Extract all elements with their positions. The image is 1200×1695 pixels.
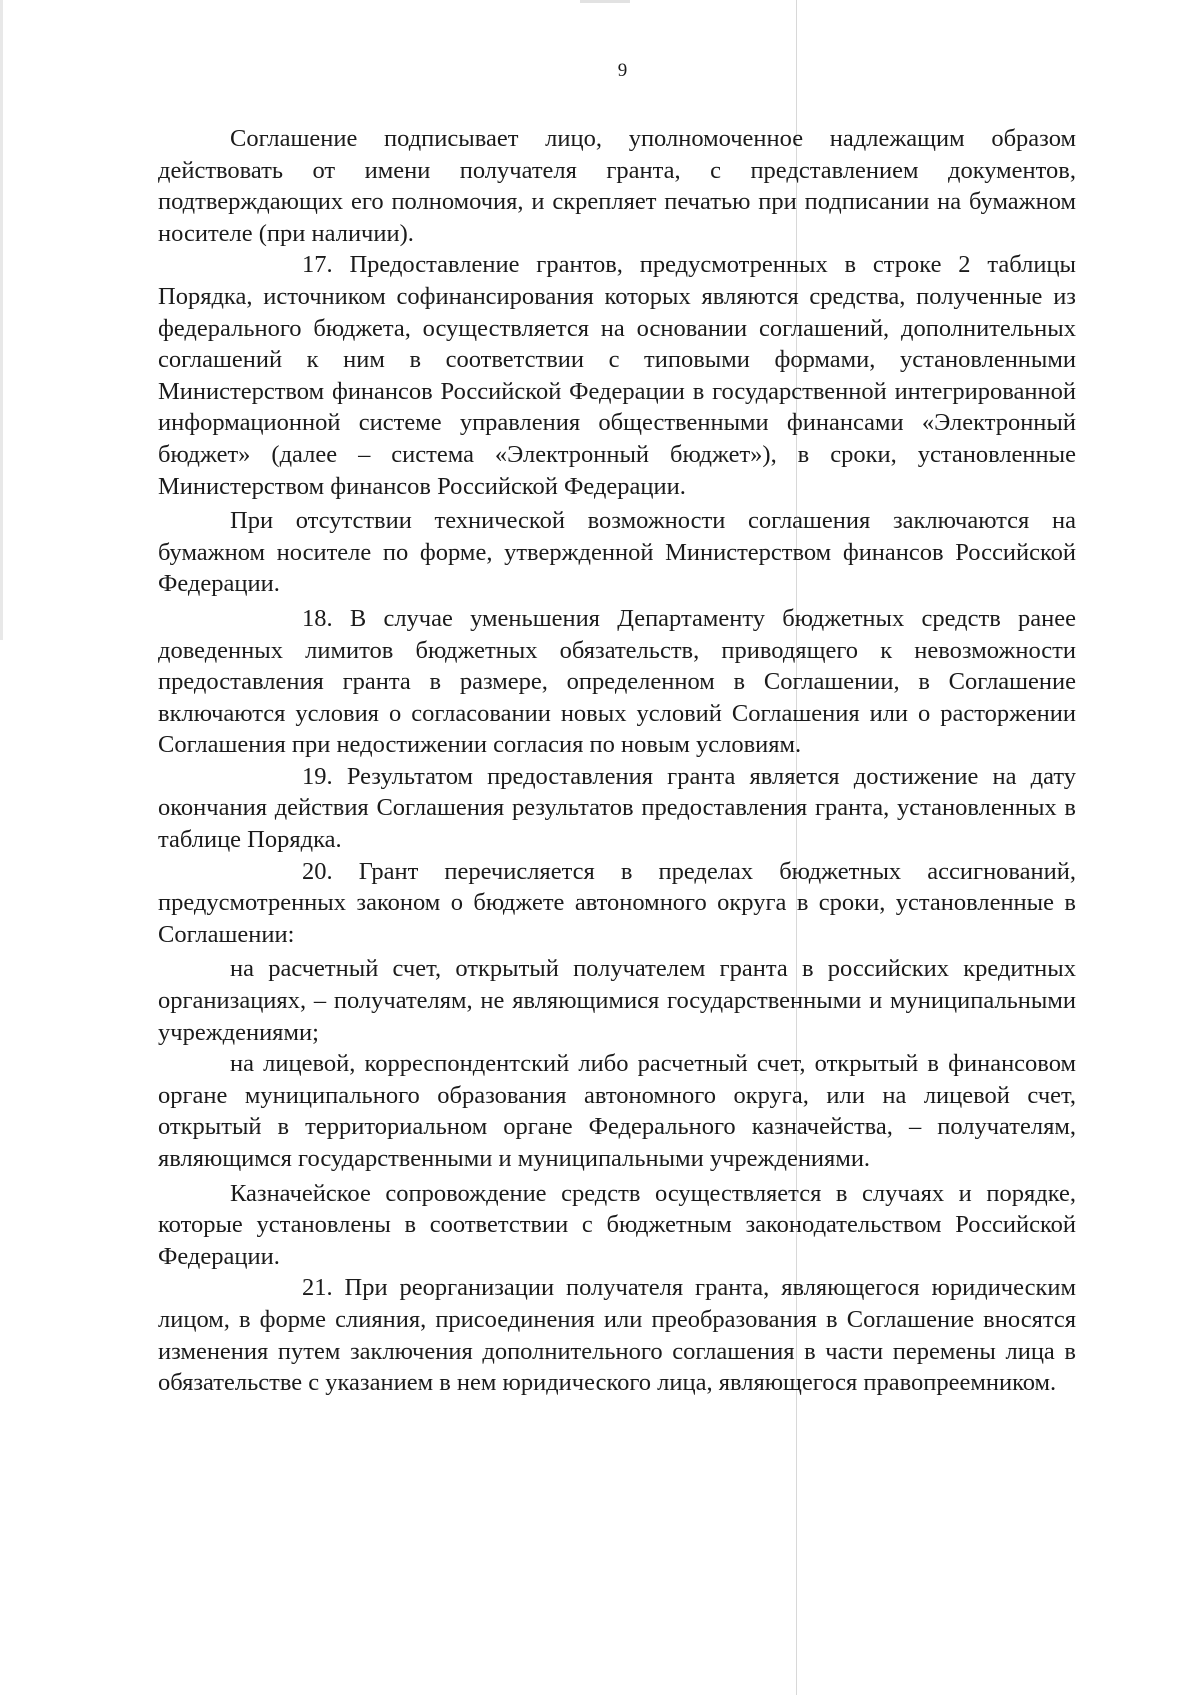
paragraph-text: Грант перечисляется в пределах бюджетных ассигнований, предусмотренных законом о бюджете автономного округа в сроки, установленные в Соглашении: [158,857,1077,948]
paragraph-number: 17. [302,251,333,279]
paragraph-signing [158,123,1076,249]
paragraph-text: При реорганизации получателя гранта, являющегося юридическим лицом, в форме слияния, присоединения или преобразования в Соглашение вносятся изменения путем заключения дополнительного соглашения в части перемены лица в обязательстве с указанием в нем юридического лица, являющегося правопреемником. [158,1274,1077,1397]
page-number: 9 [617,60,628,81]
paragraph-text: Казначейское сопровождение средств осуществляется в случаях и порядке, которые установлены в соответствии с бюджетным законодательством Российской Федерации. [158,1179,1076,1270]
paragraph-text: Соглашение подписывает лицо, уполномоченное надлежащим образом действовать от имени получателя гранта, с представлением документов, подтверждающих его полномочия, и скрепляет печатью при подписании на бумажном носителе (при наличии). [158,125,1076,247]
paragraph-18 [158,603,1076,761]
paragraph-number: 20. [302,857,333,885]
document-body [158,123,1076,1399]
paragraph-20 [158,856,1076,951]
paragraph-number: 18. [302,604,333,632]
paragraph-text: на расчетный счет, открытый получателем гранта в российских кредитных организациях, – получателям, не являющимися государственными и муниципальными учреждениями; [158,955,1076,1046]
paragraph-21 [158,1272,1076,1398]
paragraph-text: Результатом предоставления гранта является достижение на дату окончания действия Соглашения результатов предоставления гранта, установленных в таблице Порядка. [158,762,1076,854]
scan-artifact-top [580,0,630,3]
paragraph-17 [158,249,1076,502]
paragraph-text: Предоставление грантов, предусмотренных в строке 2 таблицы Порядка, источником софинансирования которых являются средства, полученные из федерального бюджета, осуществляется на основании соглашений, дополнительных соглашений к ним в соответствии с типовыми формами, установленными Министерством финансов Российской Федерации в государственной интегрированной информационной системе управления общественными финансами «Электронный бюджет» (далее – система «Электронный бюджет»), в сроки, установленные Министерством финансов Российской Федерации. [158,251,1077,500]
paragraph-text: на лицевой, корреспондентский либо расчетный счет, открытый в финансовом органе муниципального образования автономного округа, или на лицевой счет, открытый в территориальном органе Федерального казначейства, – получателям, являющимся государственными и муниципальными учреждениями. [158,1050,1076,1172]
paragraph-no-technical-possibility [158,505,1076,600]
paragraph-text: В случае уменьшения Департаменту бюджетных средств ранее доведенных лимитов бюджетных обязательств, приводящего к невозможности предоставления гранта в размере, определенном в Соглашении, в Соглашение включаются условия о согласовании новых условий Соглашения или о расторжении Соглашения при недостижении согласия по новым условиям. [158,604,1076,759]
paragraph-number: 19. [302,762,333,790]
paragraph-text: При отсутствии технической возможности соглашения заключаются на бумажном носителе по форме, утвержденной Министерством финансов Российской Федерации. [158,507,1076,598]
paragraph-settlement-account [158,953,1076,1048]
paragraph-19 [158,761,1076,856]
paragraph-personal-account [158,1048,1076,1174]
paragraph-treasury-support [158,1178,1076,1273]
paragraph-number: 21. [302,1274,333,1302]
scan-artifact-left-edge [0,0,3,640]
